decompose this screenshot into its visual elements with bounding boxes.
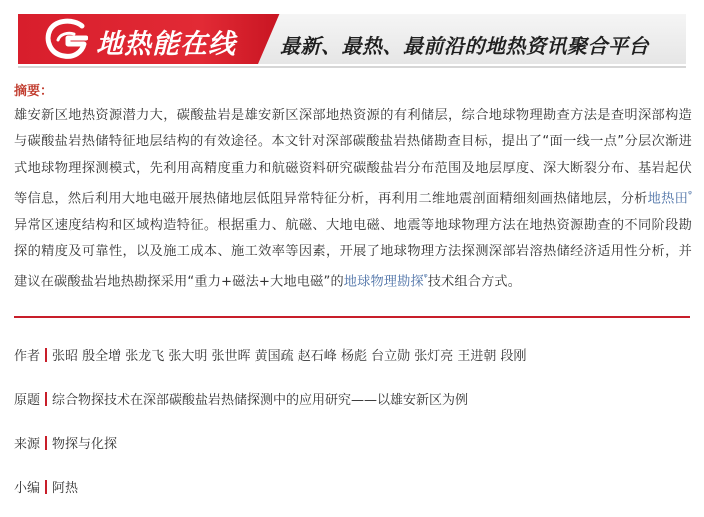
source-name: 物探与化探: [52, 437, 118, 452]
author-label: 作者: [14, 349, 41, 364]
label-separator: [45, 480, 47, 494]
editor-name: 阿热: [52, 481, 79, 496]
label-separator: [45, 348, 47, 362]
banner-slogan: 最新、最热、最前沿的地热资讯聚合平台: [280, 34, 649, 58]
editor-row: [14, 477, 78, 496]
search-icon[interactable]: ᵠ: [688, 189, 693, 200]
editor-label: 小编: [14, 481, 41, 496]
author-list: 张昭 殷全增 张龙飞 张大明 张世晖 黄国疏 赵石峰 杨彪 台立勋 张灯亮 王进朝 段刚: [52, 349, 527, 364]
abstract-label: 摘要：: [14, 84, 54, 99]
header-banner: [0, 0, 704, 74]
search-icon[interactable]: ᵠ: [423, 273, 428, 284]
original-title: 综合物探技术在深部碳酸盐岩热储探测中的应用研究——以雄安新区为例: [52, 393, 469, 408]
section-divider: [14, 316, 690, 318]
original-title-label: 原题: [14, 393, 41, 408]
abstract-body: [14, 103, 692, 296]
label-separator: [45, 392, 47, 406]
author-row: [14, 345, 526, 364]
abstract-text-1: 雄安新区地热资源潜力大，碳酸盐岩是雄安新区深部地热资源的有利储层，综合地球物理勘查方法是查明深部构造与碳酸盐岩热储特征地层结构的有效途径。本文针对深部碳酸盐岩热储勘查目标，提出了“面一线一点”分层次渐进式地球物理探测模式，先利用高精度重力和航磁资料研究碳酸盐岩分布范围及地层厚度、深大断裂分布、基岩起伏等信息，然后利用大地电磁开展热储地层低阻异常特征分析，再利用二维地震剖面精细刻画热储地层，分析: [14, 108, 692, 207]
label-separator: [45, 436, 47, 450]
keyword-link-geophysical-exploration[interactable]: 地球物理勘探: [343, 274, 424, 290]
source-label: 来源: [14, 437, 41, 452]
banner-underline: [18, 66, 686, 68]
keyword-link-geothermal-field[interactable]: 地热田: [647, 191, 689, 207]
abstract-text-3: 技术组合方式。: [427, 274, 522, 290]
source-row: [14, 433, 117, 452]
original-title-row: [14, 389, 468, 408]
g-logo-icon: [44, 18, 88, 60]
abstract-text-2: 异常区速度结构和区域构造特征。根据重力、航磁、大地电磁、地震等地球物理方法在地热资源勘查的不同阶段勘探的精度及可靠性，以及施工成本、施工效率等因素，开展了地球物理方法探测深部岩溶热储经济适用性分析，并建议在碳酸盐岩地热勘探采用“重力+磁法+大地电磁”的: [14, 217, 692, 290]
brand-name: 地热能在线: [96, 29, 236, 60]
